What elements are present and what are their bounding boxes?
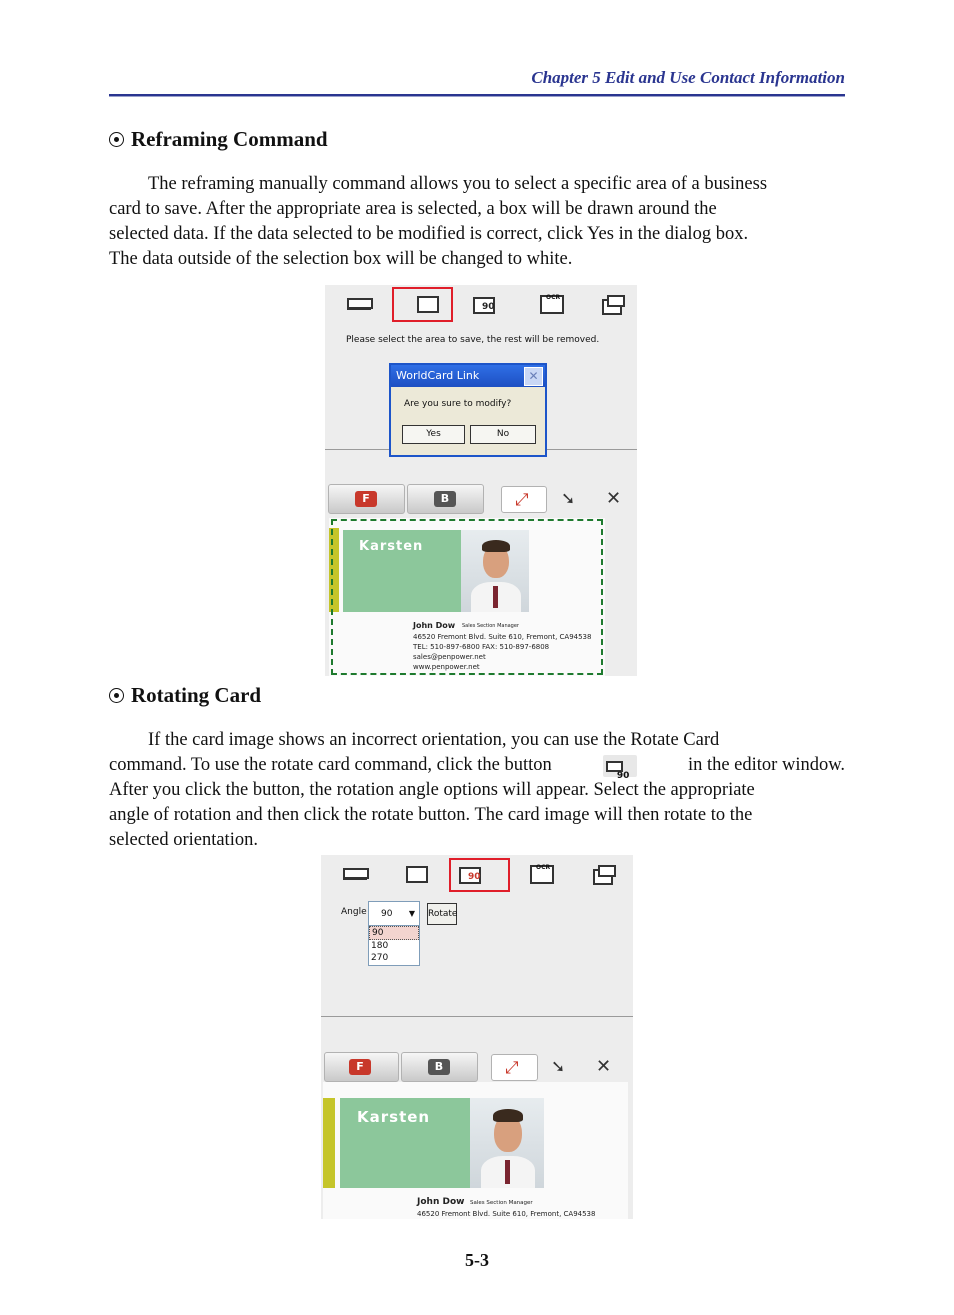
angle-select[interactable]: 90 ▼ xyxy=(368,901,420,927)
card-address: 46520 Fremont Blvd. Suite 610, Fremont, CA94538 xyxy=(417,1210,596,1218)
header-rule xyxy=(109,94,845,97)
close-icon[interactable]: ✕ xyxy=(524,367,543,386)
card-person-name: John Dow xyxy=(413,621,456,630)
no-button[interactable]: No xyxy=(470,425,536,444)
rotating-paragraph xyxy=(109,728,845,853)
pin-icon[interactable]: ➘ xyxy=(561,489,576,509)
paragraph-line: card to save. After the appropriate area is selected, a box will be drawn around the xyxy=(109,199,717,219)
expand-button[interactable] xyxy=(491,1054,538,1081)
export-icon[interactable] xyxy=(591,863,621,885)
card-address: 46520 Fremont Blvd. Suite 610, Fremont, CA94538 xyxy=(413,633,592,641)
card-web: www.penpower.net xyxy=(413,663,480,671)
pin-icon[interactable]: ➘ xyxy=(551,1057,566,1077)
card-email: sales@penpower.net xyxy=(413,653,486,661)
instruction-text: Please select the area to save, the rest will be removed. xyxy=(346,335,600,345)
card-phone: TEL: 510-897-6800 FAX: 510-897-6808 xyxy=(413,643,550,651)
front-icon: F xyxy=(349,1059,371,1075)
card-company-name: Karsten xyxy=(359,539,424,554)
front-side-button[interactable] xyxy=(324,1052,399,1082)
section-heading-rotating xyxy=(109,683,261,708)
card-role: Sales Section Manager xyxy=(462,623,519,629)
angle-label: Angle xyxy=(341,907,367,917)
chapter-header: Chapter 5 Edit and Use Contact Information xyxy=(531,68,845,87)
reframing-screenshot xyxy=(325,285,637,676)
bullet-icon xyxy=(109,688,124,703)
rotating-screenshot xyxy=(321,855,633,1219)
rotate-90-icon[interactable]: 90 xyxy=(473,293,503,315)
rotate-90-icon[interactable]: 90 xyxy=(459,863,489,885)
paragraph-line: command. To use the rotate card command, click the button xyxy=(109,755,552,775)
bullet-icon xyxy=(109,132,124,147)
close-icon[interactable]: ✕ xyxy=(596,1056,612,1077)
ocr-icon[interactable]: OCR xyxy=(527,863,557,885)
chevron-down-icon: ▼ xyxy=(408,909,415,918)
rotate-highlight xyxy=(449,858,510,892)
dialog-title: WorldCard Link ✕ xyxy=(391,365,545,387)
paragraph-line: selected data. If the data selected to be modified is correct, click Yes in the dialog box. xyxy=(109,224,749,244)
angle-option[interactable]: 90 xyxy=(369,926,419,940)
auto-crop-icon[interactable] xyxy=(345,293,375,315)
expand-icon: ⤢ xyxy=(505,1058,519,1078)
expand-button[interactable] xyxy=(501,486,547,513)
angle-options-list xyxy=(368,925,420,966)
paragraph-line: angle of rotation and then click the rotate button. The card image will then rotate to the xyxy=(109,805,753,825)
paragraph-line: After you click the button, the rotation angle options will appear. Select the appropriate xyxy=(109,780,755,800)
close-icon[interactable]: ✕ xyxy=(606,488,622,509)
rotate-button[interactable]: Rotate xyxy=(427,903,457,925)
paragraph-line: in the editor window. xyxy=(687,755,845,775)
person-photo xyxy=(470,1098,544,1188)
reframe-icon[interactable] xyxy=(403,863,433,885)
section-title: Reframing Command xyxy=(131,127,328,151)
inline-rotate-icon: 90 xyxy=(603,755,637,777)
expand-icon: ⤢ xyxy=(515,490,529,510)
ocr-icon[interactable]: OCR xyxy=(537,293,567,315)
back-side-button[interactable] xyxy=(407,484,484,514)
yes-button[interactable]: Yes xyxy=(402,425,465,444)
reframing-paragraph xyxy=(109,172,845,272)
front-icon: F xyxy=(355,491,377,507)
section-heading-reframing xyxy=(109,127,328,152)
auto-crop-icon[interactable] xyxy=(341,863,371,885)
confirm-dialog xyxy=(389,363,547,457)
paragraph-line: selected orientation. xyxy=(109,830,258,850)
back-icon: B xyxy=(428,1059,450,1075)
paragraph-line: The data outside of the selection box will be changed to white. xyxy=(109,249,573,269)
selection-box[interactable] xyxy=(331,519,603,675)
angle-option[interactable]: 180 xyxy=(371,941,389,951)
paragraph-line: The reframing manually command allows you to select a specific area of a business xyxy=(148,174,768,194)
paragraph-line: If the card image shows an incorrect orientation, you can use the Rotate Card xyxy=(148,730,720,750)
card-person-name: John Dow xyxy=(417,1197,465,1207)
back-icon: B xyxy=(434,491,456,507)
section-title: Rotating Card xyxy=(131,683,262,707)
card-company-name: Karsten xyxy=(357,1108,431,1126)
page-number: 5-3 xyxy=(465,1250,489,1270)
front-side-button[interactable] xyxy=(328,484,405,514)
card-role: Sales Section Manager xyxy=(470,1200,533,1206)
back-side-button[interactable] xyxy=(401,1052,478,1082)
business-card xyxy=(323,1082,628,1219)
reframe-highlight xyxy=(392,287,453,322)
dialog-message: Are you sure to modify? xyxy=(404,399,512,409)
export-icon[interactable] xyxy=(600,293,630,315)
angle-option[interactable]: 270 xyxy=(371,953,389,963)
